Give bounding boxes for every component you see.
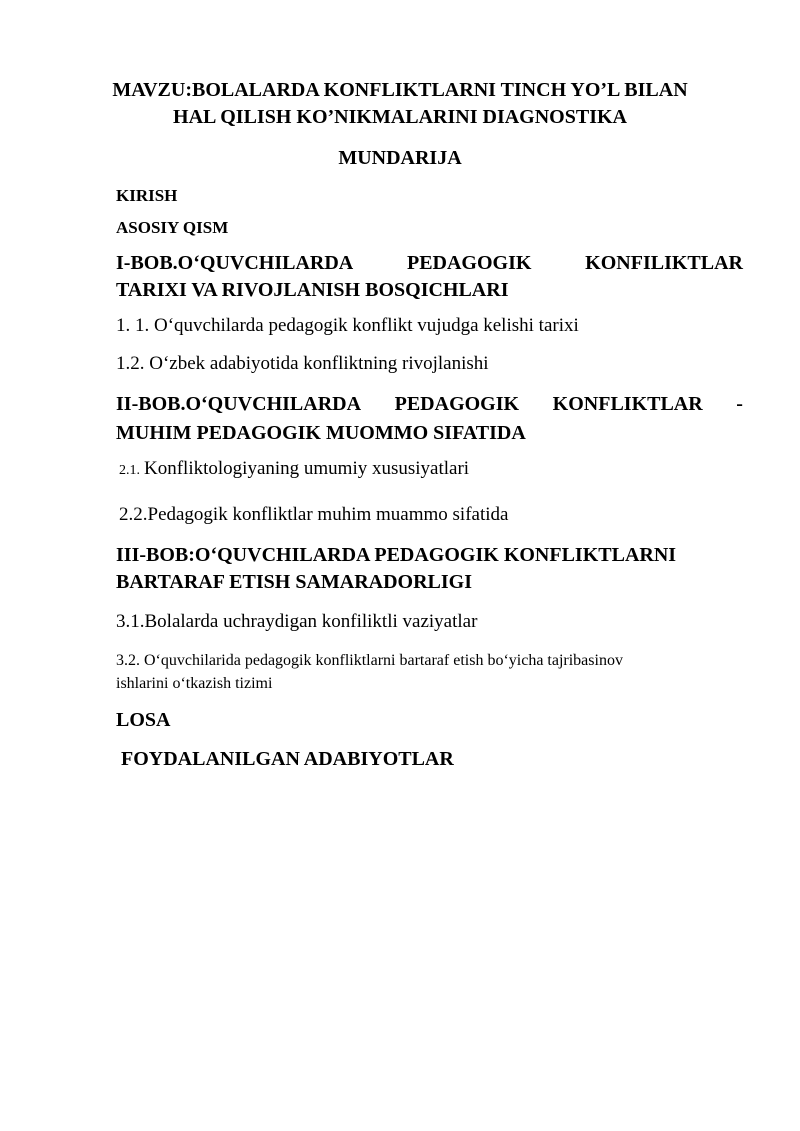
chapter-2-word: PEDAGOGIK (394, 393, 520, 415)
document-title-line-2: HAL QILISH KO’NIKMALARINI DIAGNOSTIKA (173, 106, 627, 128)
chapter-1-word: KONFILIKTLAR (585, 252, 743, 274)
toc-chapter-2-line-1 (116, 391, 743, 417)
toc-section-3-2-line-2: ishlarini o‘tkazish tizimi (116, 675, 273, 692)
toc-chapter-2-line-2: MUHIM PEDAGOGIK MUOMMO SIFATIDA (116, 422, 526, 444)
section-2-1-number: 2.1. (119, 463, 140, 478)
toc-section-2-1 (119, 456, 469, 484)
chapter-2-word: II-BOB.O‘QUVCHILARDA (116, 393, 362, 415)
document-title-line-1: MAVZU:BOLALARDA KONFLIKTLARNI TINCH YO’L BILAN (112, 79, 688, 101)
chapter-1-word: PEDAGOGIK (406, 252, 532, 274)
toc-conclusion: LOSA (116, 709, 171, 731)
toc-chapter-3-line-1: III-BOB:O‘QUVCHILARDA PEDAGOGIK KONFLIKTLARNI (116, 544, 677, 566)
toc-section-3-1: 3.1.Bolalarda uchraydigan konfiliktli vaziyatlar (116, 611, 478, 632)
contents-heading: MUNDARIJA (338, 147, 462, 169)
chapter-2-word: KONFLIKTLAR (552, 393, 703, 415)
toc-chapter-1-line-1 (116, 250, 743, 276)
section-2-1-text: Konfliktologiyaning umumiy xususiyatlari (144, 458, 470, 479)
toc-chapter-3-line-2: BARTARAF ETISH SAMARADORLIGI (116, 571, 473, 593)
toc-intro: KIRISH (116, 186, 178, 205)
chapter-1-word: I-BOB.O‘QUVCHILARDA (116, 252, 354, 274)
toc-main-part: ASOSIY QISM (116, 218, 229, 237)
toc-references: FOYDALANILGAN ADABIYOTLAR (121, 748, 454, 770)
chapter-2-word: - (736, 393, 743, 415)
toc-section-3-2-line-1: 3.2. O‘quvchilarida pedagogik konfliktlarni bartaraf etish bo‘yicha tajribasinov (116, 652, 623, 669)
toc-section-1-1: 1. 1. O‘quvchilarda pedagogik konflikt vujudga kelishi tarixi (116, 315, 579, 336)
toc-chapter-1-line-2: TARIXI VA RIVOJLANISH BOSQICHLARI (116, 279, 509, 301)
toc-section-2-2: 2.2.Pedagogik konfliktlar muhim muammo sifatida (119, 504, 509, 525)
toc-section-1-2: 1.2. O‘zbek adabiyotida konfliktning rivojlanishi (116, 353, 489, 374)
